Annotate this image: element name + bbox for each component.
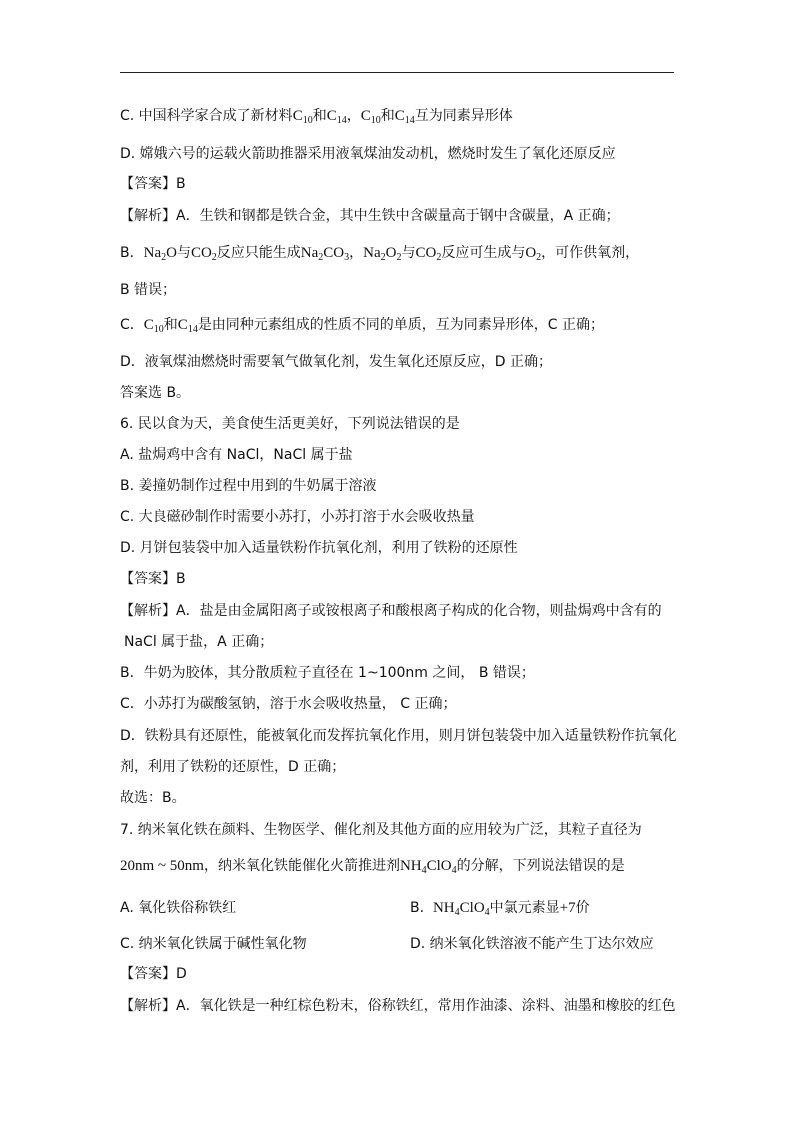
q6-explanation-b: B．牛奶为胶体，其分散质粒子直径在 1~100nm 之间， B 错误； (120, 665, 535, 681)
q5-selection: 答案选 B。 (120, 385, 191, 401)
q6-explanation-d-cont: 剂，利用了铁粉的还原性，D 正确； (120, 759, 346, 775)
q7-stem: 7. 纳米氧化铁在颜料、生物医学、催化剂及其他方面的应用较为广泛，其粒子直径为 (120, 822, 642, 838)
q6-option-c: C. 大良磁砂制作时需要小苏打，小苏打溶于水会吸收热量 (120, 509, 475, 525)
q6-option-a: A. 盐焗鸡中含有 NaCl，NaCl 属于盐 (120, 447, 353, 463)
q7-option-a: A. 氧化铁俗称铁红 (120, 900, 237, 916)
q7-option-c: C. 纳米氧化铁属于碱性氧化物 (120, 936, 307, 952)
formula-co2: $CO_2$ (415, 245, 442, 263)
q5-explanation-b: B．$Na_2O$与$CO_2$反应只能生成$Na_2CO_3$，$Na_2O_2$与$CO_2$反应可生成与$O_2$，可作供氧剂， (120, 245, 640, 263)
q7-option-b: B. $NH_4ClO_4$中氯元素显+7价 (410, 900, 590, 918)
q6-selection: 故选：B。 (120, 790, 186, 806)
formula-co2: $CO_2$ (190, 245, 217, 263)
q7-explanation-a: 【解析】A．氧化铁是一种红棕色粉末，俗称铁红，常用作油漆、涂料、油墨和橡胶的红色 (120, 998, 676, 1014)
formula-c14: $C_{14}$ (177, 317, 198, 335)
q7-stem-cont: 20nm ~ 50nm，纳米氧化铁能催化火箭推进剂$NH_4ClO_4$的分解，下列说法错误的是 (120, 858, 625, 876)
q5-explanation-b-cont: B 错误； (120, 282, 177, 298)
q5-explanation-a: 【解析】A．生铁和钢都是铁合金，其中生铁中含碳量高于钢中含碳量，A 正确； (120, 208, 620, 224)
q6-stem: 6. 民以食为天，美食使生活更美好，下列说法错误的是 (120, 416, 460, 432)
formula-c10: $C_{10}$ (292, 108, 313, 126)
formula-c14: $C_{14}$ (394, 108, 415, 126)
formula-na2o2: $Na_2O_2$ (363, 245, 402, 263)
formula-o2: $O_2$ (525, 245, 542, 263)
q6-explanation-c: C．小苏打为碳酸氢钠，溶于水会吸收热量， C 正确； (120, 696, 457, 712)
q6-option-d: D. 月饼包装袋中加入适量铁粉作抗氧化剂，利用了铁粉的还原性 (120, 540, 518, 556)
formula-na2o: $Na_2O$ (143, 245, 177, 263)
q5-explanation-c: C．$C_{10}$和$C_{14}$是由同种元素组成的性质不同的单质，互为同素异形体，C 正确； (120, 317, 605, 335)
q6-answer: 【答案】B (120, 571, 186, 587)
formula-c10: $C_{10}$ (360, 108, 381, 126)
q6-explanation-a: 【解析】A．盐是由金属阳离子或铵根离子和酸根离子构成的化合物，则盐焗鸡中含有的 (120, 603, 662, 619)
formula-nh4clo4: $NH_4ClO_4$ (399, 858, 457, 876)
q5-explanation-d: D．液氧煤油燃烧时需要氧气做氧化剂，发生氧化还原反应，D 正确； (120, 354, 553, 370)
q5-option-d: D. 嫦娥六号的运载火箭助推器采用液氧煤油发动机，燃烧时发生了氧化还原反应 (120, 146, 616, 162)
q7-answer: 【答案】D (120, 966, 187, 982)
q5-answer: 【答案】B (120, 176, 186, 192)
q7-range: 20nm ~ 50nm (120, 858, 204, 874)
q6-option-b: B. 姜撞奶制作过程中用到的牛奶属于溶液 (120, 478, 377, 494)
q5-option-c: C. 中国科学家合成了新材料$C_{10}$和$C_{14}$，$C_{10}$和$C_{14}$互为同素异形体 (120, 108, 513, 126)
formula-c14: $C_{14}$ (326, 108, 347, 126)
formula-c10: $C_{10}$ (143, 317, 164, 335)
q6-explanation-d: D．铁粉具有还原性，能被氧化而发挥抗氧化作用，则月饼包装袋中加入适量铁粉作抗氧化 (120, 728, 677, 744)
q6-explanation-a-cont: NaCl 属于盐，A 正确； (124, 634, 274, 650)
q7-option-d: D. 纳米氧化铁溶液不能产生丁达尔效应 (410, 936, 654, 952)
formula-nh4clo4: $NH_4ClO_4$ (432, 900, 490, 918)
formula-na2co3: $Na_2CO_3$ (300, 245, 350, 263)
header-rule (120, 72, 674, 73)
